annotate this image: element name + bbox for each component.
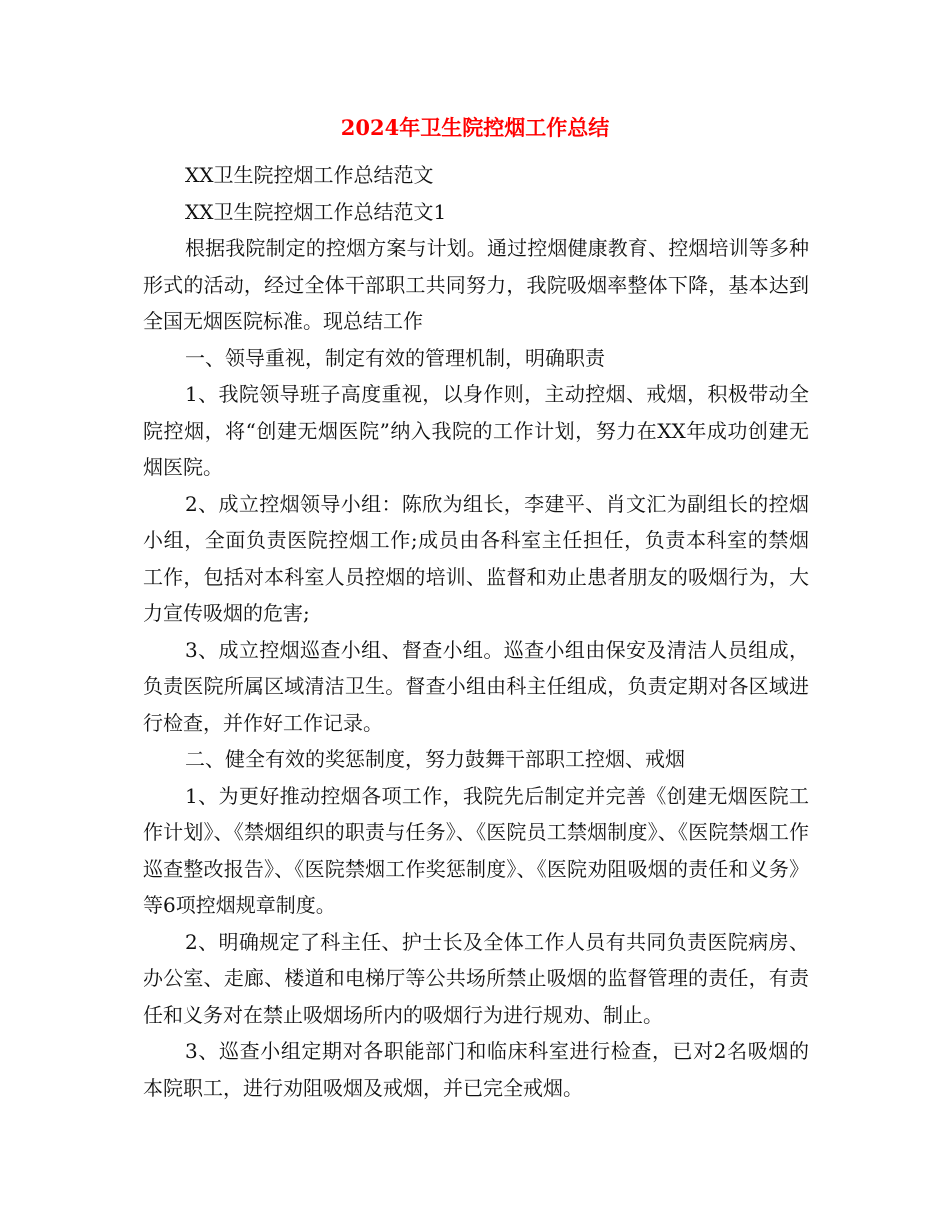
paragraph-subtitle: XX卫生院控烟工作总结范文 — [185, 163, 434, 187]
section-heading-2: 二、健全有效的奖惩制度，努力鼓舞干部职工控烟、戒烟 — [185, 747, 685, 771]
document-body — [143, 157, 809, 1106]
paragraph-item: 3、成立控烟巡查小组、督查小组。巡查小组由保安及清洁人员组成，负责医院所属区域清洁卫生。督查小组由科主任组成，负责定期对各区域进行检查，并作好工作记录。 — [143, 637, 809, 735]
paragraph-intro: 根据我院制定的控烟方案与计划。通过控烟健康教育、控烟培训等多种形式的活动，经过全体干部职工共同努力，我院吸烟率整体下降，基本达到全国无烟医院标准。现总结工作 — [143, 236, 809, 333]
paragraph-item: 3、巡查小组定期对各职能部门和临床科室进行检查，已对2名吸烟的本院职工，进行劝阻吸烟及戒烟，并已完全戒烟。 — [143, 1039, 809, 1100]
document-title: 2024年卫生院控烟工作总结 — [340, 115, 610, 140]
paragraph-subtitle-1: XX卫生院控烟工作总结范文1 — [185, 199, 447, 224]
section-heading-1: 一、领导重视，制定有效的管理机制，明确职责 — [185, 345, 605, 370]
paragraph-item: 1、我院领导班子高度重视，以身作则，主动控烟、戒烟，积极带动全院控烟，将“创建无烟医院”纳入我院的工作计划，努力在XX年成功创建无烟医院。 — [143, 382, 809, 479]
paragraph-item: 1、为更好推动控烟各项工作，我院先后制定并完善《创建无烟医院工作计划》、《禁烟组织的职责与任务》、《医院员工禁烟制度》、《医院禁烟工作巡查整改报告》、《医院禁烟工作奖惩制度》、《医院劝阻吸烟的责任和义务》等6项控烟规章制度。 — [143, 783, 809, 917]
paragraph-item: 2、成立控烟领导小组：陈欣为组长，李建平、肖文汇为副组长的控烟小组，全面负责医院控烟工作;成员由各科室主任担任，负责本科室的禁烟工作，包括对本科室人员控烟的培训、监督和劝止患者朋友的吸烟行为，大力宣传吸烟的危害; — [143, 491, 809, 625]
paragraph-item: 2、明确规定了科主任、护士长及全体工作人员有共同负责医院病房、办公室、走廊、楼道和电梯厅等公共场所禁止吸烟的监督管理的责任，有责任和义务对在禁止吸烟场所内的吸烟行为进行规劝、制止。 — [143, 929, 809, 1027]
